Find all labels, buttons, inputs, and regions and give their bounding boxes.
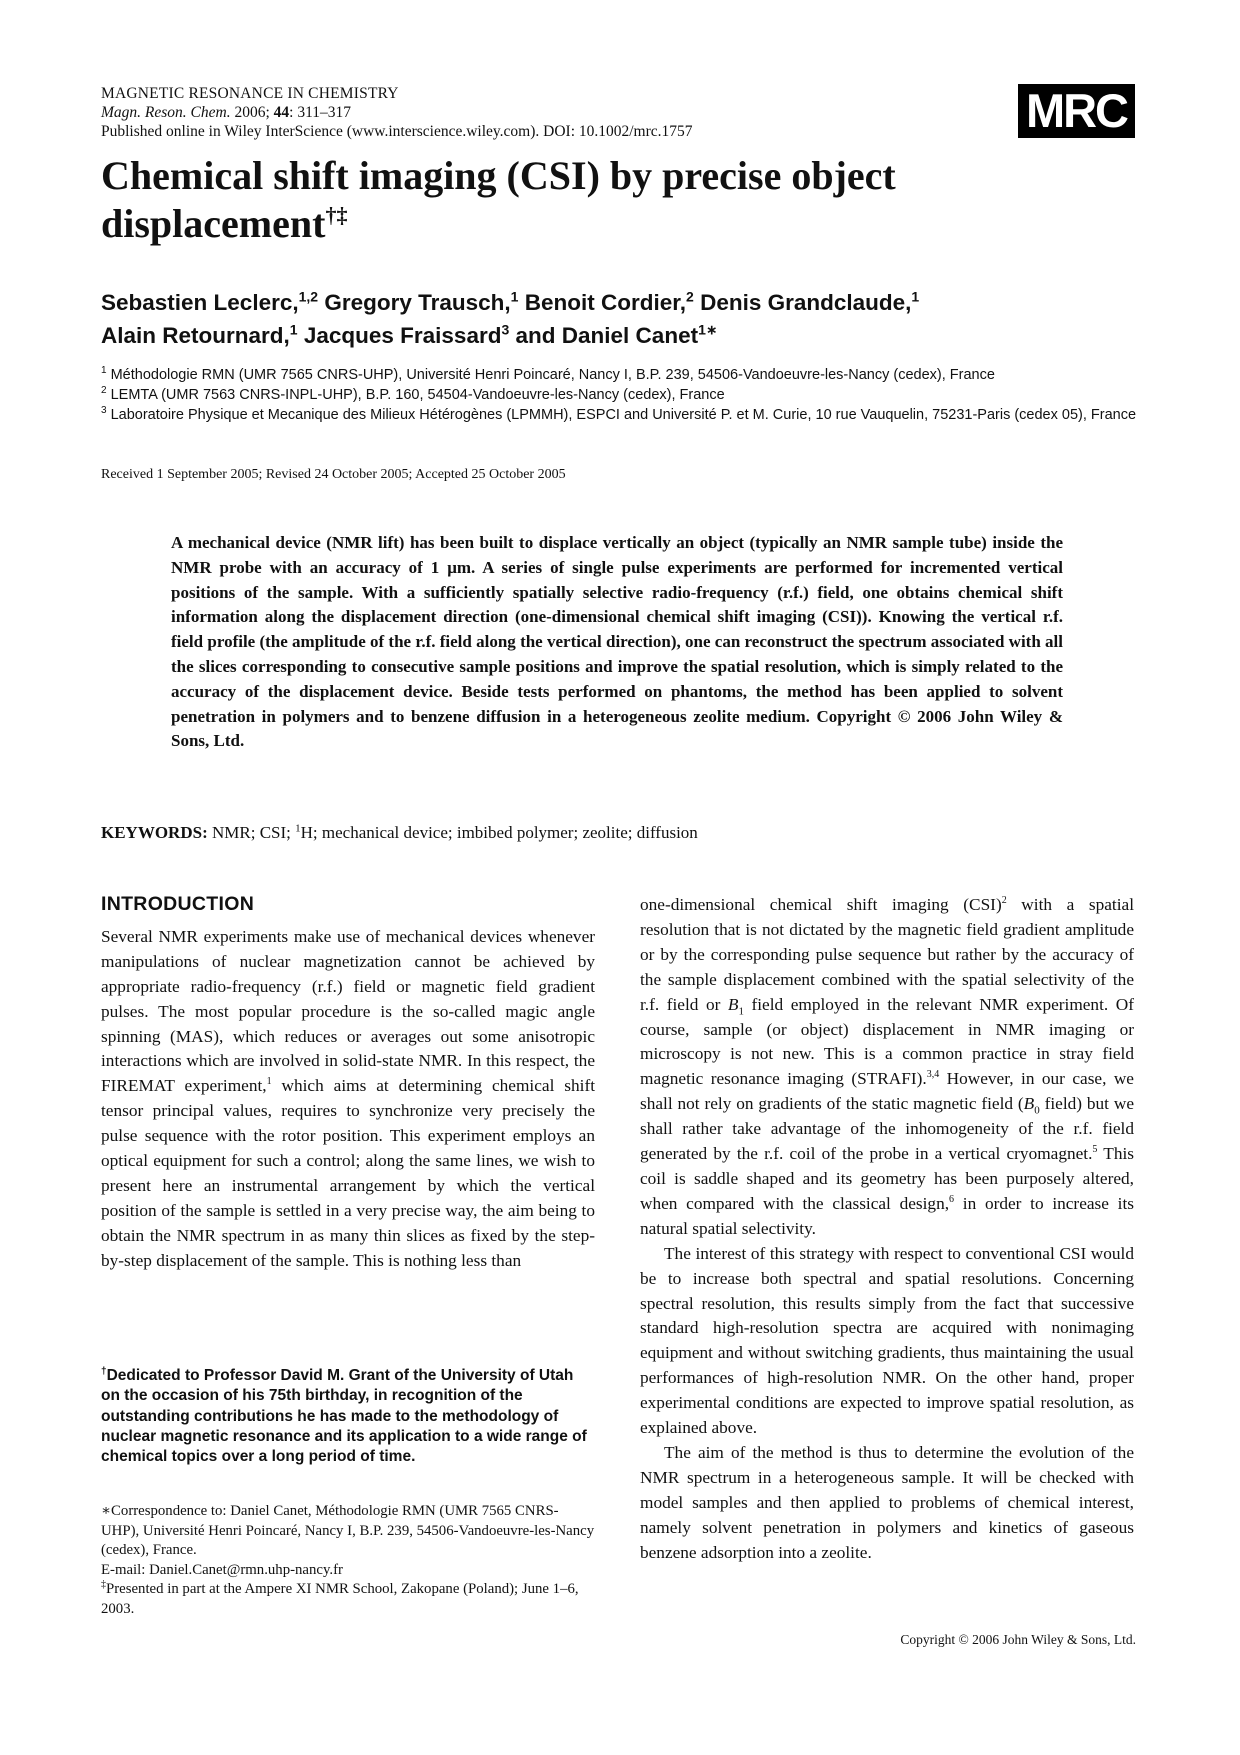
correspondence-email: E-mail: Daniel.Canet@rmn.uhp-nancy.fr	[101, 1561, 343, 1578]
journal-name: MAGNETIC RESONANCE IN CHEMISTRY	[101, 85, 399, 102]
citation-pages: : 311–317	[289, 104, 351, 121]
affiliation-text: Méthodologie RMN (UMR 7565 CNRS-UHP), Université Henri Poincaré, Nancy I, B.P. 239, 54506-Vandoeuvre-les-Nancy (cedex), France	[110, 367, 995, 383]
reference-mark: 2	[1001, 895, 1007, 907]
affiliation	[101, 385, 1141, 405]
presented-note	[101, 1580, 595, 1619]
citation-journal: Magn. Reson. Chem.	[101, 104, 231, 121]
affiliations	[101, 365, 1141, 425]
title-footnote-marks: †‡	[325, 202, 348, 228]
affiliation-text: Laboratoire Physique et Mecanique des Milieux Hétérogènes (LPMMH), ESPCI and Université P. et M. Curie, 10 rue Vauquelin, 75231-Paris (cedex 05), France	[110, 407, 1137, 423]
intro-paragraph: The aim of the method is thus to determine the evolution of the NMR spectrum in a heterogeneous sample. It will be checked with model samples and then applied to problems of chemical interest, namely solvent penetration in polymers and kinetics of gaseous benzene adsorption into a zeolite.	[640, 1442, 1134, 1562]
text-run: However, in our case, we shall not rely on gradients of the static magnetic field (	[640, 1069, 1134, 1114]
presented-mark: ‡	[101, 1579, 106, 1591]
abstract: A mechanical device (NMR lift) has been built to displace vertically an object (typically an NMR sample tube) inside the NMR probe with an accuracy of 1 μm. A series of single pulse experiments are performed for incremented vertical positions of the sample. With a sufficiently spatially selective radio-frequency (r.f.) field, one obtains chemical shift information along the displacement direction (one-dimensional chemical shift imaging (CSI)). Knowing the vertical r.f. field profile (the amplitude of the r.f. field along the vertical direction), one can reconstruct the spectrum associated with all the slices corresponding to consecutive sample positions and improve the spatial resolution, which is simply related to the accuracy of the displacement device. Beside tests performed on phantoms, the method has been applied to solvent penetration in polymers and to benzene diffusion in a heterogeneous zeolite medium. Copyright © 2006 John Wiley & Sons, Ltd.	[171, 533, 1063, 751]
keywords-before: NMR; CSI;	[211, 823, 291, 842]
affiliation	[101, 405, 1141, 425]
intro-paragraph	[101, 925, 595, 1274]
keywords-label: KEYWORDS:	[101, 823, 208, 842]
author-affiliation: 1	[510, 288, 519, 305]
keywords	[101, 823, 1101, 843]
reference-mark: 6	[949, 1194, 955, 1206]
received-dates: Received 1 September 2005; Revised 24 October 2005; Accepted 25 October 2005	[101, 467, 566, 482]
text-run: with a spatial resolution that is not dictated by the magnetic field gradient amplitude or by the corresponding pulse sequence but rather by the accuracy of the sample displacement combined with the spatial selectivity of the r.f. field or	[640, 895, 1134, 1014]
text-run: in order to increase its natural spatial selectivity.	[640, 1193, 1134, 1238]
article-title	[101, 152, 1001, 248]
author: Sebastien Leclerc,	[101, 290, 299, 315]
page-copyright: Copyright © 2006 John Wiley & Sons, Ltd.	[900, 1632, 1136, 1647]
citation	[101, 103, 1001, 122]
text-run: field employed in the relevant NMR experiment. Of course, sample (or object) displacement in NMR imaging or microscopy is not new. This is a common practice in stray field magnetic resonance imaging (STRAFI).	[640, 994, 1134, 1089]
reference-mark: 1	[266, 1076, 272, 1088]
intro-paragraph: The interest of this strategy with respect to conventional CSI would be to increase both spectral and spatial resolutions. Concerning spectral resolution, this results simply from the fact that successive standard high-resolution spectra are acquired with nonimaging equipment and without switching gradients, thus maintaining the usual performances of high-resolution NMR. On the other hand, proper experimental conditions are expected to improve spatial resolution, as explained above.	[640, 1243, 1134, 1438]
affiliation	[101, 365, 1141, 385]
presented-text: Presented in part at the Ampere XI NMR School, Zakopane (Poland); June 1–6, 2003.	[101, 1581, 579, 1617]
section-heading-introduction: INTRODUCTION	[101, 893, 255, 915]
text-run: one-dimensional chemical shift imaging (CSI)	[640, 895, 1002, 914]
title-line-2: displacement	[101, 201, 326, 246]
affiliation-number: 1	[101, 365, 107, 377]
journal-logo: MRC	[1018, 84, 1135, 138]
keywords-after: H; mechanical device; imbibed polymer; zeolite; diffusion	[300, 823, 698, 842]
citation-year: 2006;	[234, 104, 270, 121]
dedication-text: Dedicated to Professor David M. Grant of the University of Utah on the occasion of his 75th birthday, in recognition of the outstanding contributions he has made to the methodology of nuclear magnetic resonance and its application to a wide range of chemical topics over a long period of time.	[101, 1367, 587, 1466]
reference-mark: 5	[1092, 1144, 1098, 1156]
author: Denis Grandclaude,	[700, 290, 912, 315]
journal-header	[101, 84, 1001, 141]
left-column	[101, 892, 595, 1274]
correspondence-footnote	[101, 1502, 595, 1619]
correspondence-address: ∗Correspondence to: Daniel Canet, Méthodologie RMN (UMR 7565 CNRS-UHP), Université Henri Poincaré, Nancy I, B.P. 239, 54506-Vandoeuvre-les-Nancy (cedex), France.	[101, 1503, 595, 1558]
text-run: field) but we shall rather take advantage of the inhomogeneity of the r.f. field generated by the r.f. coil of the probe in a vertical cryomagnet.	[640, 1094, 1135, 1164]
right-column	[640, 893, 1134, 1565]
keywords-isotope: 1	[295, 822, 301, 835]
author-affiliation: 3	[501, 321, 510, 338]
dedication-mark: †	[101, 1365, 107, 1377]
affiliation-number: 3	[101, 405, 107, 417]
author-affiliation: 1∗	[698, 321, 718, 338]
intro-paragraph	[640, 893, 1134, 1242]
author-affiliation: 1,2	[298, 288, 319, 305]
citation-volume: 44	[273, 104, 290, 121]
symbol-b1-subscript: 1	[738, 1005, 744, 1018]
author-affiliation: 2	[686, 288, 694, 305]
text-run: which aims at determining chemical shift tensor principal values, requires to synchronize very precisely the pulse sequence with the rotor position. This experiment employs an optical equipment for such a control; along the same lines, we wish to present here an instrumental arrangement by which the vertical position of the sample is settled in a very precise way, the aim being to obtain the NMR spectrum in as many thin slices as fixed by the step-by-step displacement of the sample. This is nothing less than	[101, 1076, 596, 1270]
author: Benoit Cordier,	[524, 290, 687, 315]
published-online: Published online in Wiley InterScience (www.interscience.wiley.com). DOI: 10.1002/mrc.1757	[101, 123, 693, 140]
author: Alain Retournard,	[101, 323, 290, 348]
author: Gregory Trausch,	[324, 290, 511, 315]
text-run: This coil is saddle shaped and its geometry has been purposely altered, when compared with the classical design,	[640, 1144, 1135, 1213]
title-line-1: Chemical shift imaging (CSI) by precise object	[101, 153, 896, 198]
dedication-footnote	[101, 1366, 595, 1467]
affiliation-number: 2	[101, 385, 107, 397]
author: Jacques Fraissard	[303, 323, 502, 348]
author-affiliation: 1	[911, 288, 920, 305]
affiliation-text: LEMTA (UMR 7563 CNRS-INPL-UHP), B.P. 160, 54504-Vandoeuvre-les-Nancy (cedex), France	[110, 387, 725, 403]
symbol-b0-subscript: 0	[1034, 1104, 1040, 1117]
author: and Daniel Canet	[515, 323, 699, 348]
author-list	[101, 286, 1141, 352]
author-affiliation: 1	[289, 321, 298, 338]
text-run: Several NMR experiments make use of mechanical devices whenever manipulations of nuclear magnetization cannot be achieved by appropriate radio-frequency (r.f.) field or magnetic field gradient pulses. The most popular procedure is the so-called magic angle spinning (MAS), which reduces or averages out some anisotropic interactions which are involved in solid-state NMR. In this respect, the FIREMAT experiment,	[101, 926, 595, 1096]
symbol-b1: B	[727, 994, 739, 1014]
reference-mark: 3,4	[926, 1069, 940, 1081]
symbol-b0: B	[1023, 1094, 1035, 1114]
